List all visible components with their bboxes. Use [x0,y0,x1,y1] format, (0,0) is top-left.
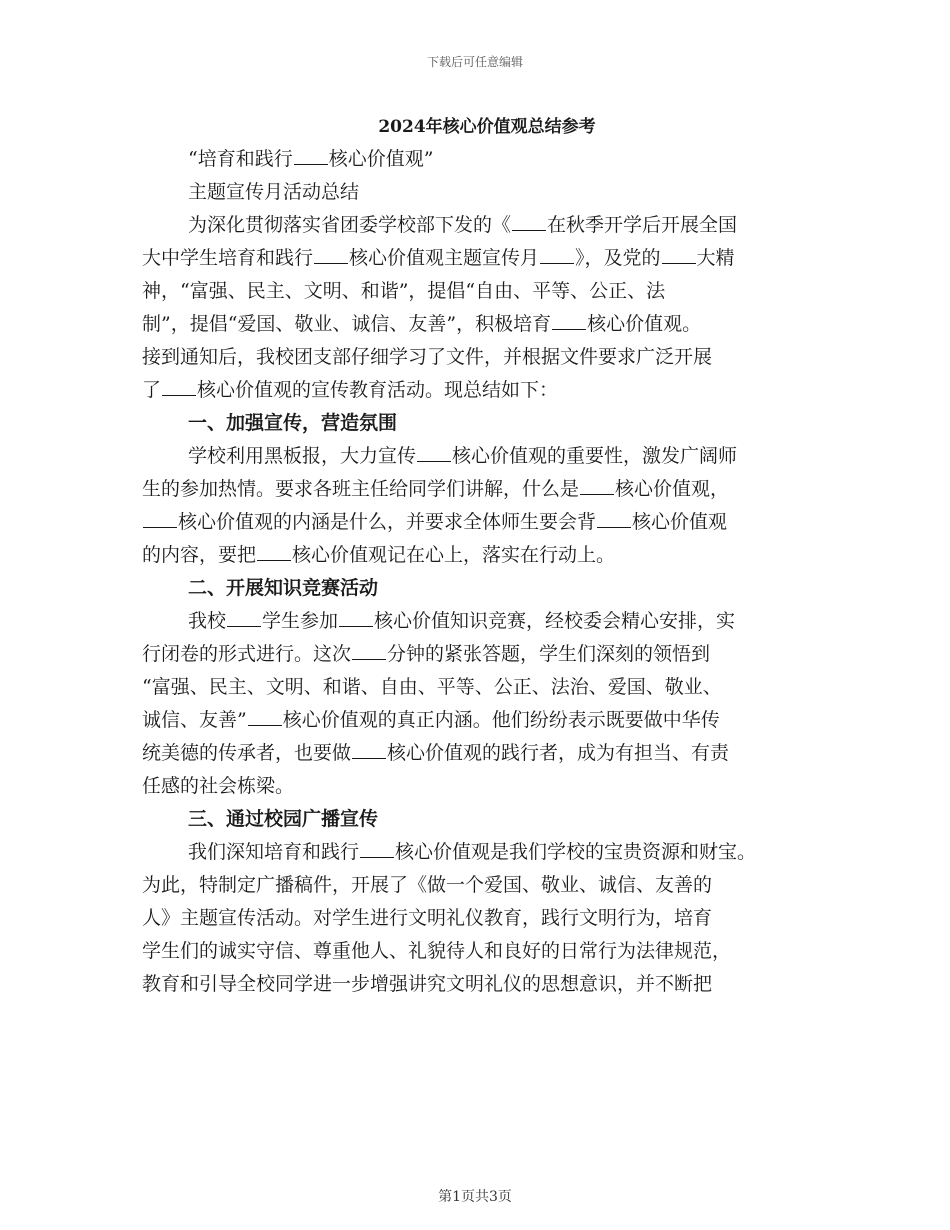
document-title: 2024年核心价值观总结参考 [378,117,596,137]
document-paragraphs [142,143,812,1001]
text-line: 教育和引导全校同学进一步增强讲究文明礼仪的思想意识，并不断把 [142,973,713,995]
text-line: 学生们的诚实守信、尊重他人、礼貌待人和良好的日常行为法律规范， [142,940,732,962]
text-line: 核心价值观的内涵是什么，并要求全体师生要会背 核心价值观 [142,506,812,539]
text-line: 我校 学生参加 核心价值知识竞赛，经校委会精心安排，实 [188,610,736,632]
fill-blank [360,840,394,858]
document-body [142,112,812,1001]
section-heading: 一、加强宣传，营造氛围 [188,412,398,434]
fill-blank [227,609,261,627]
text-line: 接到通知后，我校团支部仔细学习了文件，并根据文件要求广泛开展 [142,346,713,368]
section-heading: 二、开展知识竞赛活动 [188,577,379,599]
text-line: 的内容，要把 核心价值观记在心上，落实在行动上。 [142,544,616,566]
text-line: 学校利用黑板报，大力宣传 核心价值观的重要性，激发广阔师 [188,445,738,467]
fill-blank [417,444,451,462]
text-line: 了 核心价值观的宣传教育活动。现总结如下： [142,379,559,401]
fill-blank [257,543,291,561]
text-line: 人》主题宣传活动。对学生进行文明礼仪教育，践行文明行为，培育 [142,907,713,929]
text-line: “培育和践行 核心价值观” [188,148,434,170]
page-header: 下载后可任意编辑 [426,55,523,69]
text-line: 诚信、友善” 核心价值观的真正内涵。他们纷纷表示既要做中华传 [142,709,720,731]
section-heading: 三、通过校园广播宣传 [188,808,379,830]
text-line: 统美德的传承者，也要做 核心价值观的践行者，成为有担当、有责 [142,742,730,764]
fill-blank [339,609,373,627]
fill-blank [314,246,348,264]
fill-blank [597,510,631,528]
fill-blank [294,147,328,165]
fill-blank [162,378,196,396]
text-line: 主题宣传月活动总结 [188,181,360,203]
text-line: 为此，特制定广播稿件，开展了《做一个爱国、敬业、诚信、友善的 [142,874,713,896]
text-line: 生的参加热情。要求各班主任给同学们讲解，什么是 核心价值观， [142,478,730,500]
text-line: 制”，提倡“爱国、敬业、诚信、友善”，积极培育 核心价值观。 [142,313,702,335]
text-line: 我们深知培育和践行 核心价值观是我们学校的宝贵资源和财宝。 [188,841,757,863]
fill-blank [512,213,546,231]
fill-blank [552,312,586,330]
text-line: “富强、民主、文明、和谐、自由、平等、公正、法治、爱国、敬业、 [142,676,722,698]
text-line: 神，“富强、民主、文明、和谐”，提倡“自由、平等、公正、法 [142,280,666,302]
fill-blank [352,642,386,660]
fill-blank [352,741,386,759]
text-line: 任感的社会栋梁。 [142,775,295,797]
fill-blank [248,708,282,726]
fill-blank [580,477,614,495]
text-line: 大中学生培育和践行 核心价值观主题宣传月 》，及党的 大精 [142,247,735,269]
text-line: 为深化贯彻落实省团委学校部下发的《 在秋季开学后开展全国 [188,214,738,236]
page-footer: 第1页共3页 [438,1189,512,1205]
fill-blank [540,246,574,264]
fill-blank [662,246,696,264]
fill-blank [143,510,177,528]
text-line: 行闭卷的形式进行。这次 分钟的紧张答题，学生们深刻的领悟到 [142,643,711,665]
